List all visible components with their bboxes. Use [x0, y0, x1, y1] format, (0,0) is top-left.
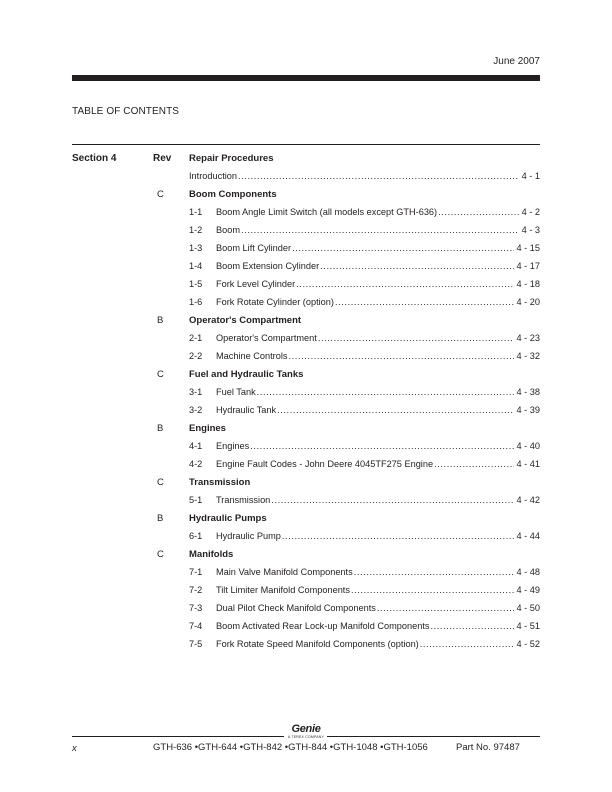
part-number: Part No. 97487	[456, 742, 520, 753]
toc-entry-row	[0, 329, 612, 347]
toc-entry-number: 2-2	[189, 351, 203, 361]
toc-entry-number: 7-5	[189, 639, 203, 649]
toc-entry-number: 6-1	[189, 531, 203, 541]
model-list: GTH-636 •GTH-644 •GTH-842 •GTH-844 •GTH-1048 •GTH-1056	[153, 742, 428, 753]
toc-entry-page: 4 - 42	[516, 495, 540, 505]
dot-leader	[430, 621, 513, 631]
toc-entry-number: 4-2	[189, 459, 203, 469]
toc-entry-title: Fork Rotate Speed Manifold Components (option)	[216, 639, 419, 649]
toc-entry[interactable]	[216, 351, 540, 361]
toc-entry[interactable]	[216, 441, 540, 451]
toc-rev: B	[157, 513, 164, 524]
dot-leader	[250, 441, 513, 451]
toc-entry-title: Transmission	[216, 495, 271, 505]
dot-leader	[354, 567, 514, 577]
toc-entry-page: 4 - 17	[516, 261, 540, 271]
header-rule	[72, 75, 540, 81]
toc-entry-row	[0, 455, 612, 473]
toc-entry-number: 1-6	[189, 297, 203, 307]
genie-logo	[286, 724, 326, 739]
toc-rev: C	[157, 369, 164, 380]
toc-entry[interactable]	[216, 207, 540, 217]
dot-leader	[296, 279, 513, 289]
toc-entry-page: 4 - 32	[516, 351, 540, 361]
toc-entry-page: 4 - 2	[521, 207, 540, 217]
toc-heading-row	[0, 149, 612, 167]
toc-entry-title: Fuel Tank	[216, 387, 256, 397]
toc-heading-row	[0, 311, 612, 329]
toc-entry-page: 4 - 48	[516, 567, 540, 577]
toc-entry-row	[0, 563, 612, 581]
dot-leader	[289, 351, 514, 361]
dot-leader	[377, 603, 514, 613]
toc-entry-title: Boom Extension Cylinder	[216, 261, 320, 271]
toc-entry[interactable]	[216, 603, 540, 613]
page-number: x	[72, 743, 77, 754]
toc-entry-row	[0, 599, 612, 617]
dot-leader	[241, 225, 519, 235]
toc-entry-row	[0, 347, 612, 365]
footer-rule-right	[327, 736, 540, 737]
toc-entry[interactable]	[216, 405, 540, 415]
toc-entry-page: 4 - 41	[516, 459, 540, 469]
toc-entry-row	[0, 239, 612, 257]
toc-entry-number: 7-2	[189, 585, 203, 595]
dot-leader	[434, 459, 513, 469]
toc-rev: B	[157, 315, 164, 326]
toc-entry-page: 4 - 38	[516, 387, 540, 397]
footer-rule-left	[72, 736, 284, 737]
toc-entry-page: 4 - 15	[516, 243, 540, 253]
toc-entry[interactable]	[216, 279, 540, 289]
toc-entry-title: Engines	[216, 441, 250, 451]
toc-entry[interactable]	[216, 639, 540, 649]
toc-entry-title: Operator's Compartment	[216, 333, 317, 343]
toc-entry-row	[0, 617, 612, 635]
toc-entry-title: Introduction	[189, 171, 238, 181]
dot-leader	[271, 495, 513, 505]
toc-entry-title: Tilt Limiter Manifold Components	[216, 585, 350, 595]
toc-entry[interactable]	[216, 261, 540, 271]
toc-entry[interactable]	[216, 333, 540, 343]
toc-entry-row	[0, 437, 612, 455]
toc-entry-title: Boom Angle Limit Switch (all models except GTH-636)	[216, 207, 438, 217]
toc-entry[interactable]	[216, 297, 540, 307]
toc-heading-row	[0, 365, 612, 383]
toc-entry-title: Fork Rotate Cylinder (option)	[216, 297, 334, 307]
toc-heading: Fuel and Hydraulic Tanks	[189, 369, 304, 380]
dot-leader	[438, 207, 519, 217]
toc-rev: C	[157, 477, 164, 488]
toc-entry-page: 4 - 39	[516, 405, 540, 415]
toc-entry-row	[0, 581, 612, 599]
toc-entry[interactable]	[216, 387, 540, 397]
toc-entry-row	[0, 203, 612, 221]
toc-entry-title: Hydraulic Pump	[216, 531, 281, 541]
toc-entry-title: Dual Pilot Check Manifold Components	[216, 603, 376, 613]
toc-entry-page: 4 - 3	[521, 225, 540, 235]
toc-entry-title: Machine Controls	[216, 351, 288, 361]
rev-column-label: Rev	[153, 153, 172, 164]
toc-entry-title: Main Valve Manifold Components	[216, 567, 353, 577]
dot-leader	[320, 261, 513, 271]
toc-entry[interactable]	[216, 531, 540, 541]
dot-leader	[335, 297, 514, 307]
toc-entry-page: 4 - 40	[516, 441, 540, 451]
toc-entry-row	[0, 221, 612, 239]
toc-entry-number: 2-1	[189, 333, 203, 343]
dot-leader	[257, 387, 514, 397]
toc-entry-title: Fork Level Cylinder	[216, 279, 296, 289]
toc-heading-row	[0, 185, 612, 203]
toc-entry-number: 1-1	[189, 207, 203, 217]
toc-heading: Transmission	[189, 477, 251, 488]
toc-entry-page: 4 - 18	[516, 279, 540, 289]
logo-tagline: A TEREX COMPANY	[287, 735, 325, 739]
toc-entry-title: Boom Activated Rear Lock-up Manifold Components	[216, 621, 430, 631]
dot-leader	[292, 243, 513, 253]
toc-entry-page: 4 - 52	[516, 639, 540, 649]
toc-heading: Engines	[189, 423, 226, 434]
toc-entry[interactable]	[216, 567, 540, 577]
toc-entry-number: 1-5	[189, 279, 203, 289]
toc-entry-page: 4 - 51	[516, 621, 540, 631]
toc-entry-row	[0, 635, 612, 653]
toc-entry-title: Boom Lift Cylinder	[216, 243, 292, 253]
toc-entry-number: 3-1	[189, 387, 203, 397]
section-label: Section 4	[72, 153, 117, 164]
toc-entry[interactable]	[216, 225, 540, 235]
toc-entry[interactable]	[216, 495, 540, 505]
header-date: June 2007	[493, 56, 540, 67]
toc-entry-number: 4-1	[189, 441, 203, 451]
toc-entry-number: 7-3	[189, 603, 203, 613]
toc-entry-page: 4 - 20	[516, 297, 540, 307]
toc-heading: Manifolds	[189, 549, 234, 560]
toc-entry-number: 3-2	[189, 405, 203, 415]
logo-wordmark: Genie	[291, 723, 321, 735]
toc-entry[interactable]	[216, 459, 540, 469]
page-title: TABLE OF CONTENTS	[72, 106, 180, 117]
toc-rev: B	[157, 423, 164, 434]
toc-entry-page: 4 - 49	[516, 585, 540, 595]
toc-entry-title: Engine Fault Codes - John Deere 4045TF275 Engine	[216, 459, 434, 469]
toc-entry-number: 1-3	[189, 243, 203, 253]
toc-heading: Operator's Compartment	[189, 315, 302, 326]
toc-entry[interactable]	[216, 243, 540, 253]
toc-heading: Repair Procedures	[189, 153, 274, 164]
dot-leader	[351, 585, 514, 595]
table-of-contents	[0, 149, 612, 653]
toc-entry-page: 4 - 23	[516, 333, 540, 343]
dot-leader	[282, 531, 514, 541]
toc-entry-page: 4 - 1	[521, 171, 540, 181]
toc-entry-row	[0, 401, 612, 419]
toc-entry-row	[0, 257, 612, 275]
dot-leader	[238, 171, 519, 181]
toc-entry-row	[0, 491, 612, 509]
toc-entry-number: 7-1	[189, 567, 203, 577]
toc-entry-row	[0, 527, 612, 545]
toc-heading-row	[0, 509, 612, 527]
toc-entry-title: Hydraulic Tank	[216, 405, 277, 415]
toc-rev: C	[157, 189, 164, 200]
toc-entry-row	[0, 383, 612, 401]
toc-heading-row	[0, 473, 612, 491]
toc-entry-number: 1-2	[189, 225, 203, 235]
dot-leader	[277, 405, 513, 415]
toc-entry[interactable]	[216, 585, 540, 595]
toc-entry-title: Boom	[216, 225, 241, 235]
toc-entry[interactable]	[216, 621, 540, 631]
toc-heading-row	[0, 419, 612, 437]
toc-heading: Boom Components	[189, 189, 277, 200]
toc-heading: Hydraulic Pumps	[189, 513, 267, 524]
toc-entry-number: 5-1	[189, 495, 203, 505]
toc-entry-row	[0, 167, 612, 185]
toc-entry-number: 1-4	[189, 261, 203, 271]
toc-entry-row	[0, 275, 612, 293]
toc-entry-row	[0, 293, 612, 311]
toc-heading-row	[0, 545, 612, 563]
toc-entry-page: 4 - 44	[516, 531, 540, 541]
toc-entry-page: 4 - 50	[516, 603, 540, 613]
dot-leader	[420, 639, 514, 649]
toc-entry-number: 7-4	[189, 621, 203, 631]
toc-entry[interactable]	[189, 171, 540, 181]
title-rule	[72, 144, 540, 145]
toc-rev: C	[157, 549, 164, 560]
dot-leader	[318, 333, 514, 343]
